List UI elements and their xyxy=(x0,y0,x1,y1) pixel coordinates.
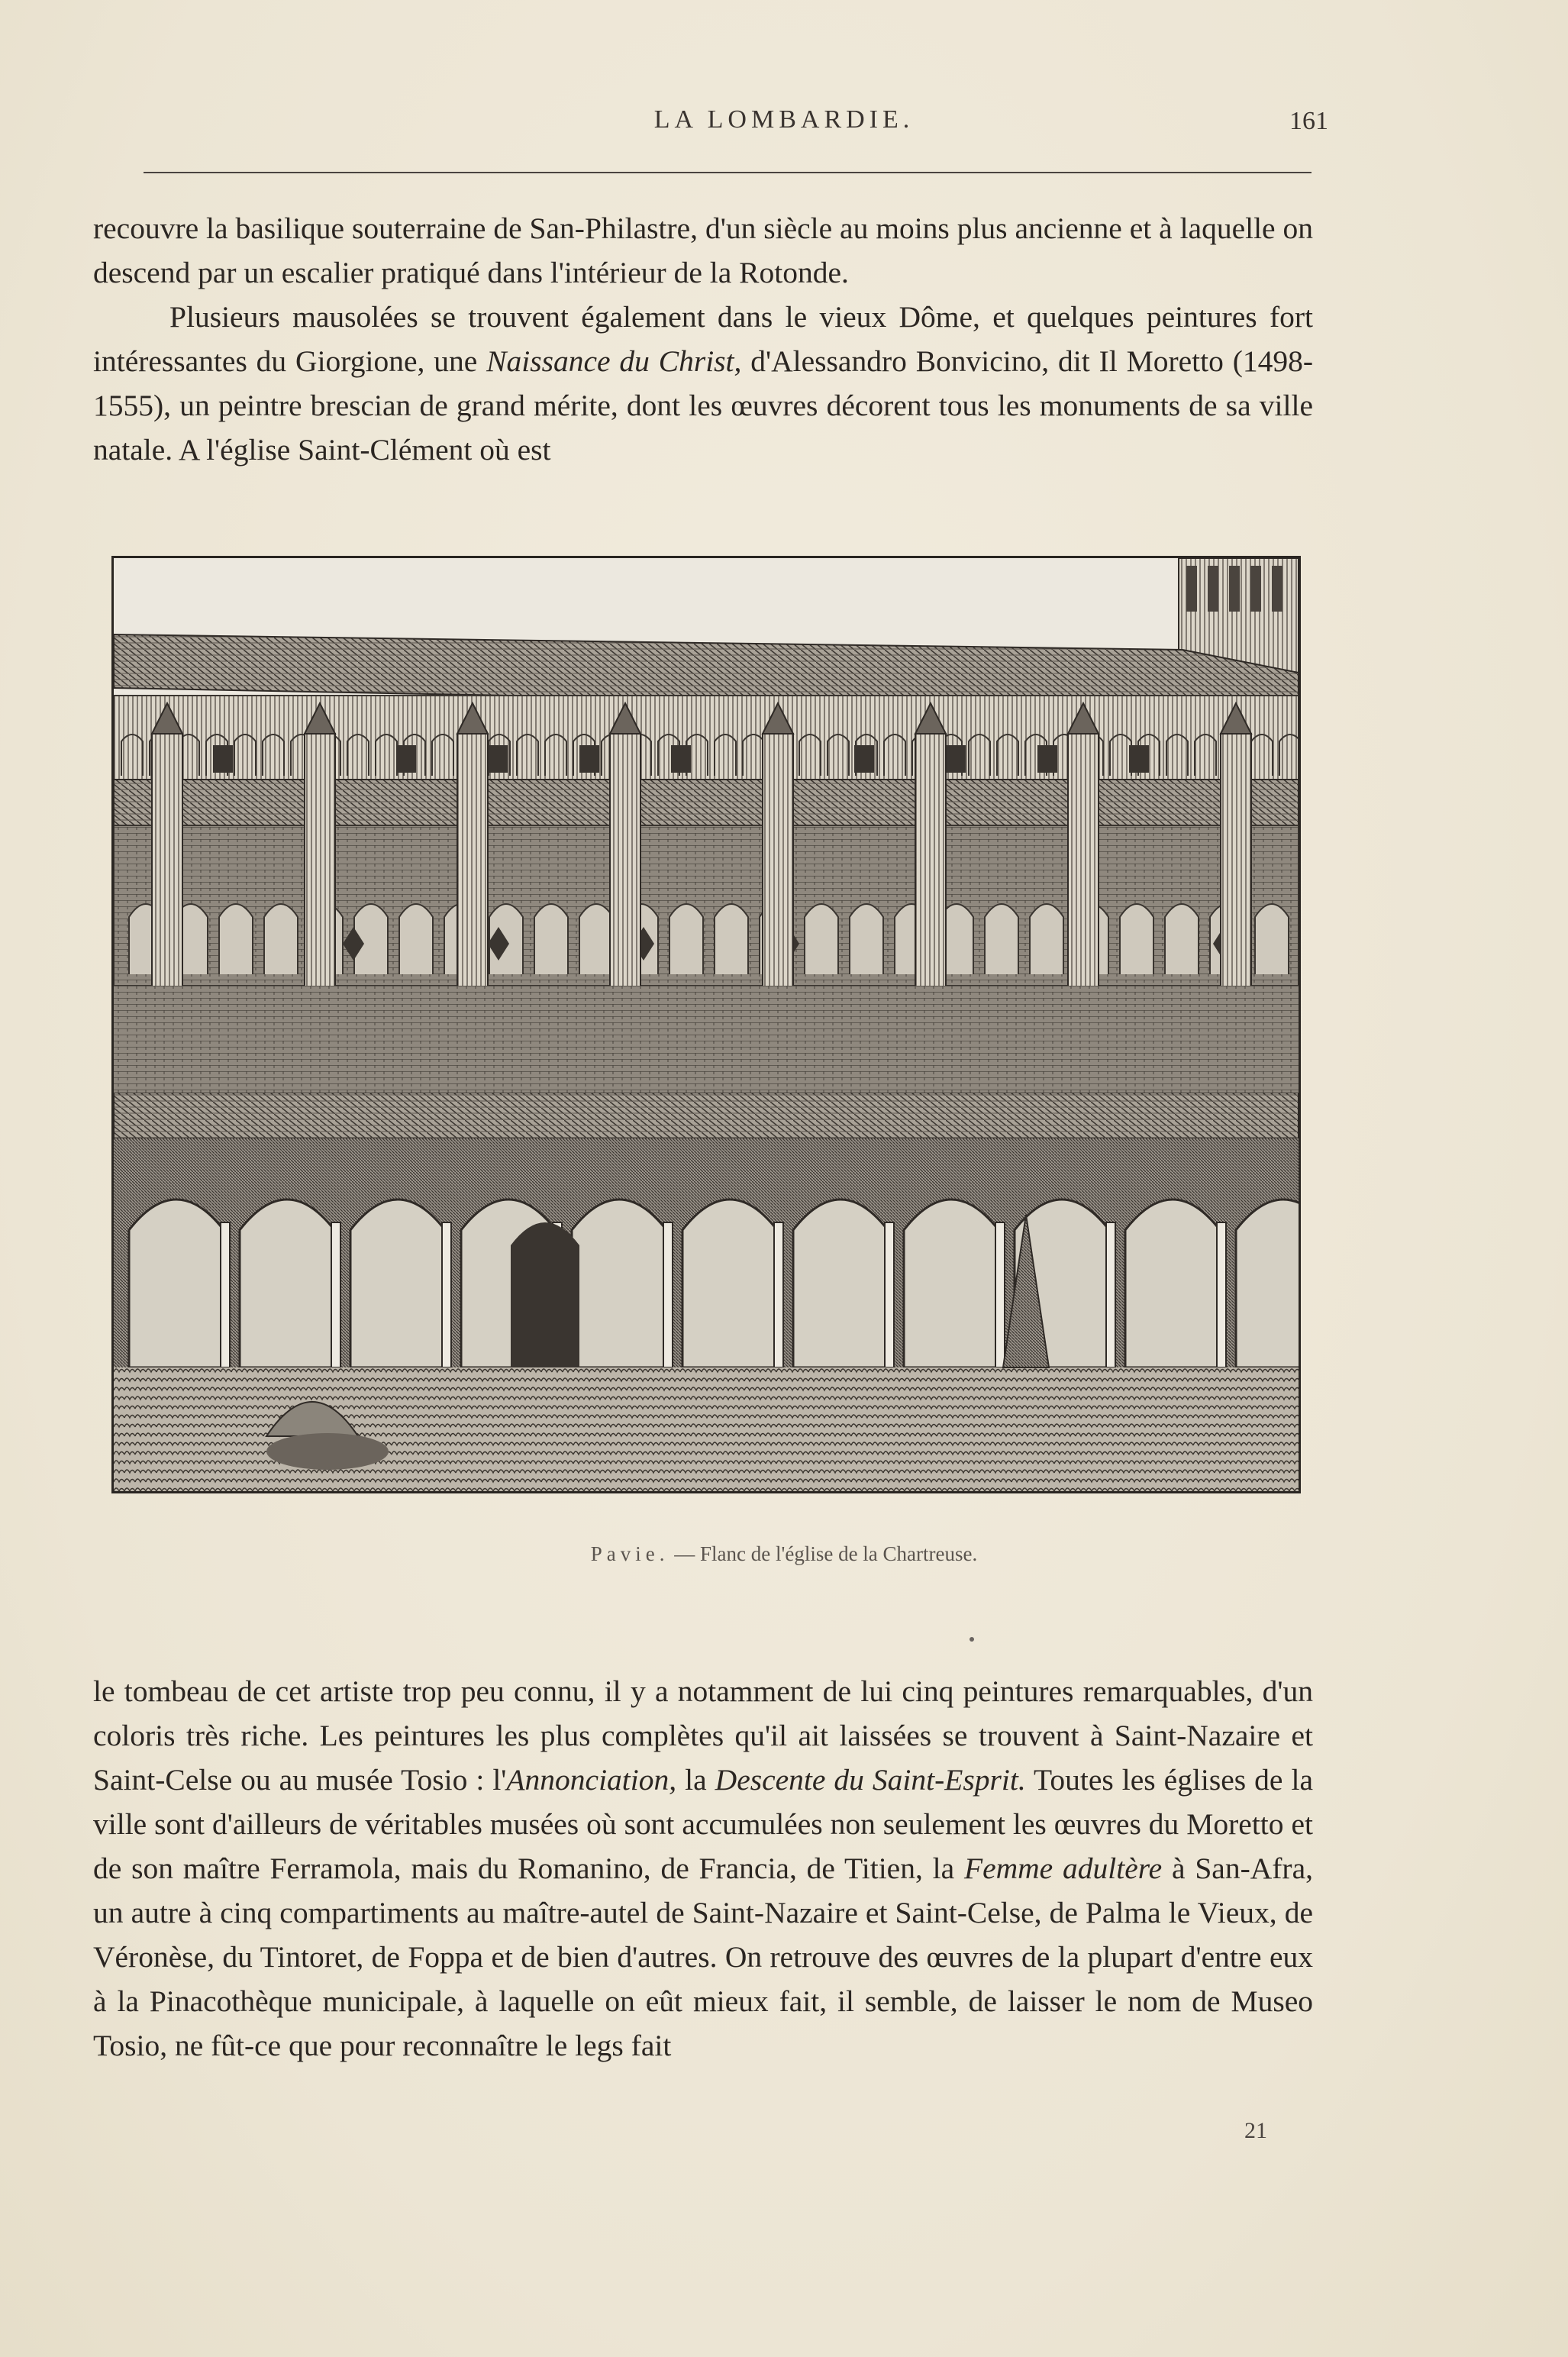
paragraph-1: recouvre la basilique souterraine de San-Philastre, d'un siècle au moins plus ancienne et à laquelle on descend par un escalier pratiqué dans l'intérieur de la Rotonde. xyxy=(93,211,1313,289)
middle-arch xyxy=(1030,904,1063,974)
middle-arch xyxy=(579,904,613,974)
middle-arch xyxy=(669,904,703,974)
paragraph-3 xyxy=(93,1669,1313,2068)
italic-descente: Descente du Saint-Esprit. xyxy=(715,1763,1026,1797)
upper-window xyxy=(1129,745,1149,773)
paragraph-2-italic-title: Naissance du Christ, xyxy=(486,344,742,378)
upper-window xyxy=(579,745,599,773)
tower-window xyxy=(1208,566,1218,612)
paragraph-2-text-a: Plusieurs mausolées se trouvent également dans le vieux Dôme, et quelques peintures fort intéressantes du Giorgione, une xyxy=(93,300,1313,378)
lower-wall xyxy=(114,986,1299,1093)
signature-mark: 21 xyxy=(1244,2118,1267,2143)
tower-window xyxy=(1229,566,1240,612)
cloister-column xyxy=(331,1222,340,1367)
caption-text: — Flanc de l'église de la Chartreuse. xyxy=(669,1542,978,1565)
paragraph-3-text-c: la xyxy=(676,1763,715,1797)
cloister-arch xyxy=(682,1199,777,1367)
engraving-drawing-layer xyxy=(114,558,1299,1491)
cloister-column xyxy=(221,1222,230,1367)
middle-roof xyxy=(114,780,1299,825)
middle-arch xyxy=(399,904,433,974)
cloister-arch xyxy=(1236,1199,1299,1367)
paragraph-3-text-e: Toutes les églises de la ville sont d'ailleurs de véritables musées où sont accumulées non seulement les œuvres du Moretto et de son maître Ferramola, mais du Romanino, de Francia, de Titien, la xyxy=(93,1763,1313,1885)
header-rule xyxy=(144,172,1312,173)
italic-femme-adultere: Femme adultère xyxy=(963,1852,1163,1885)
cloister-column xyxy=(663,1222,673,1367)
cloister-column xyxy=(1106,1222,1115,1367)
running-title: LA LOMBARDIE. xyxy=(653,105,915,134)
cloister-arch xyxy=(793,1199,888,1367)
tower-window xyxy=(1250,566,1261,612)
middle-arch xyxy=(715,904,748,974)
caption-place: Pavie. xyxy=(590,1542,669,1565)
bottom-text-block xyxy=(93,1669,1313,2068)
cloister-column xyxy=(885,1222,894,1367)
top-text-block xyxy=(93,206,1313,472)
middle-arch xyxy=(1120,904,1153,974)
cloister-arch xyxy=(350,1199,445,1367)
cloister-arch xyxy=(240,1199,334,1367)
fountain-basin xyxy=(266,1433,389,1470)
middle-arch xyxy=(534,904,568,974)
middle-arch xyxy=(1255,904,1289,974)
upper-window xyxy=(396,745,416,773)
cloister-engraving-svg xyxy=(114,558,1299,1491)
tower-window xyxy=(1272,566,1282,612)
page-number: 161 xyxy=(1289,107,1328,135)
upper-window xyxy=(213,745,233,773)
upper-window xyxy=(854,745,874,773)
tower-window xyxy=(1186,566,1197,612)
cloister-arch xyxy=(904,1199,999,1367)
cloister-roof xyxy=(114,1093,1299,1138)
middle-arch xyxy=(805,904,838,974)
upper-window xyxy=(488,745,508,773)
italic-annonciation: Annonciation, xyxy=(506,1763,677,1797)
middle-arch xyxy=(219,904,253,974)
upper-window xyxy=(671,745,691,773)
upper-window xyxy=(946,745,966,773)
dark-doorway xyxy=(511,1222,579,1367)
paragraph-3-text-a: le tombeau de cet artiste trop peu connu, il y a notamment de lui cinq peintures remarquables, d'un coloris très riche. Les peintures les plus complètes qu'il ait laissées se trouvent à Saint-Nazaire et Saint-Celse ou au musée Tosio : l' xyxy=(93,1674,1313,1797)
paragraph-2 xyxy=(93,295,1313,472)
middle-arch xyxy=(850,904,883,974)
engraving-illustration xyxy=(111,556,1301,1493)
paragraph-3-text-g: à San-Afra, un autre à cinq compartiments au maître-autel de Saint-Nazaire et Saint-Celse, de Palma le Vieux, de Véronèse, du Tintoret, de Foppa et de bien d'autres. On retrouve des œuvres de la plupart d'entre eux à la Pinacothèque municipale, à laquelle on eût mieux fait, il semble, de laisser le nom de Museo Tosio, ne fût-ce que pour reconnaître le legs fait xyxy=(93,1852,1313,2062)
cloister-column xyxy=(774,1222,783,1367)
cloister-column xyxy=(442,1222,451,1367)
cloister-arch xyxy=(129,1199,224,1367)
upper-window xyxy=(1037,745,1057,773)
cloister-arch xyxy=(572,1199,666,1367)
middle-arch xyxy=(985,904,1018,974)
printer-mark xyxy=(970,1637,974,1642)
paragraph-2-text-c: d'Alessandro Bonvicino, dit Il Moretto (1498-1555), un peintre brescian de grand mérite, dont les œuvres décorent tous les monuments de sa ville natale. A l'église Saint-Clément où est xyxy=(93,344,1313,467)
cloister-arch xyxy=(1125,1199,1220,1367)
middle-arch xyxy=(1165,904,1199,974)
cloister-column xyxy=(995,1222,1005,1367)
figure-caption xyxy=(0,1542,1568,1566)
cloister-column xyxy=(1217,1222,1226,1367)
middle-arch xyxy=(264,904,298,974)
